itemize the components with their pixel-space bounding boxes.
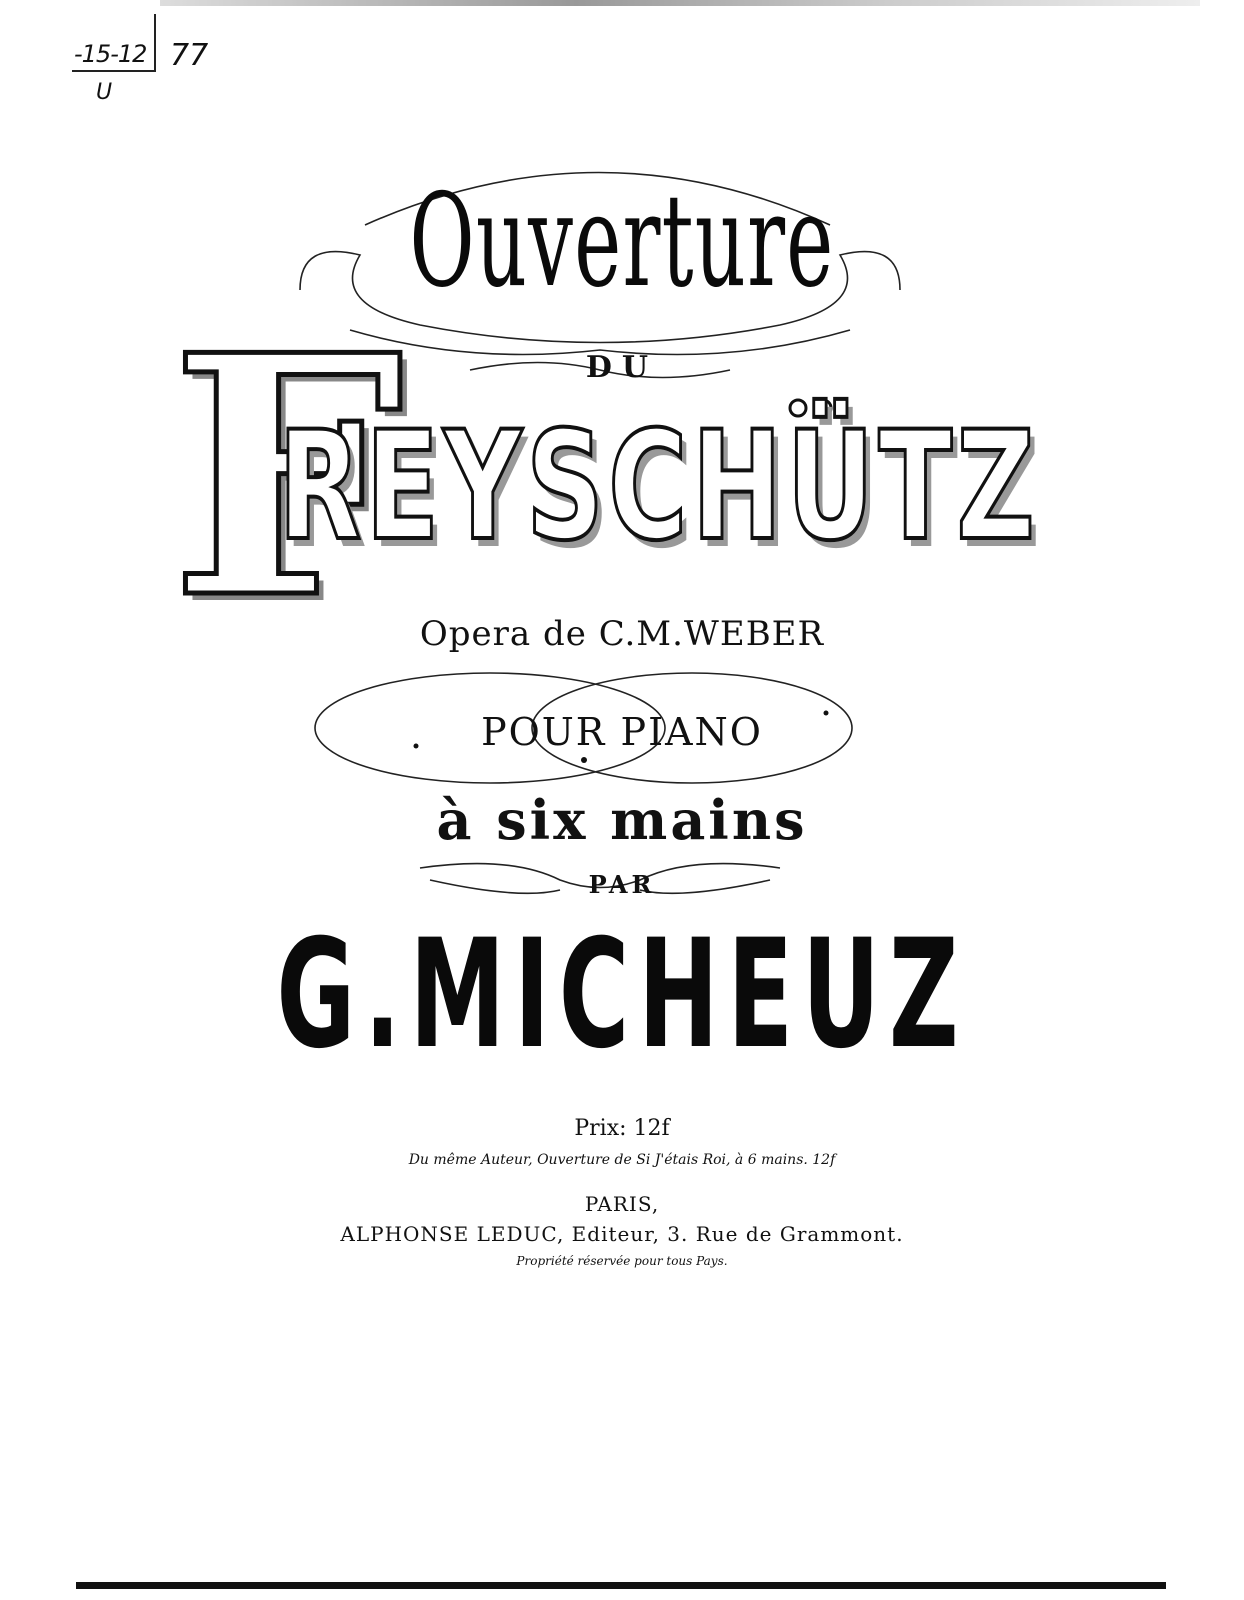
bottom-rule	[76, 1582, 1166, 1589]
rights-notice: Propriété réservée pour tous Pays.	[516, 1254, 728, 1268]
catalog-number: 77	[170, 38, 209, 73]
by-label: PAR	[588, 870, 656, 899]
instrument-label: POUR PIANO	[481, 710, 763, 754]
title-du: DU	[585, 350, 659, 385]
hands-label: à six mains	[436, 788, 808, 852]
title-rest: REYSCHÜTZ	[278, 400, 1040, 574]
price: Prix: 12f	[574, 1116, 670, 1141]
imprint-publisher: ALPHONSE LEDUC, Editeur, 3. Rue de Grammont.	[340, 1222, 904, 1246]
arranger-name: G.MICHEUZ	[276, 908, 968, 1082]
imprint-city: PARIS,	[584, 1192, 660, 1216]
opera-credit: Opera de C.M.WEBER	[419, 614, 825, 654]
title-ouverture: Ouverture	[409, 167, 835, 316]
title-freyschutz	[170, 283, 1040, 671]
same-author-note: Du même Auteur, Ouverture de Si J'étais Roi, à 6 mains. 12f	[408, 1152, 836, 1168]
shelfmark: -15-12	[74, 40, 147, 68]
title-initial: F	[170, 283, 405, 671]
shelfmark-sub: U	[96, 80, 113, 105]
